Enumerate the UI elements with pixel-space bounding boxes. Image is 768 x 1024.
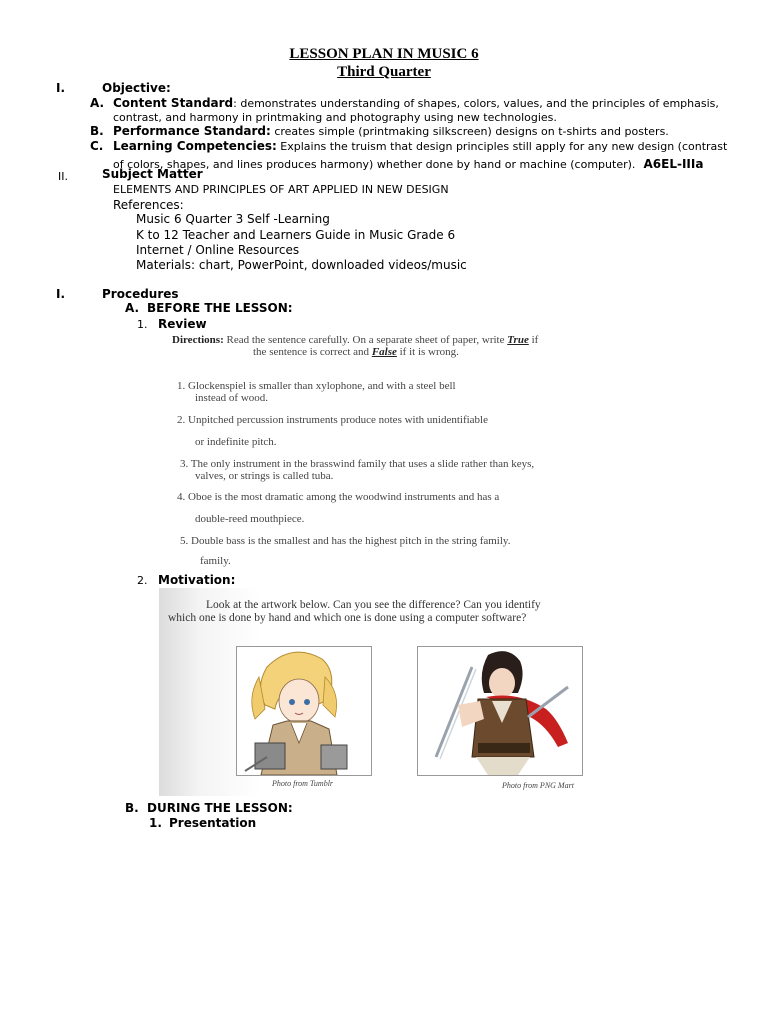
learning-competencies-cont: of colors, shapes, and lines produces harmony) whether done by hand or machine (computer). A6EL-IIIa bbox=[113, 157, 704, 171]
section-numeral: I. bbox=[56, 287, 66, 301]
subject-topic: ELEMENTS AND PRINCIPLES OF ART APPLIED IN NEW DESIGN bbox=[113, 183, 449, 196]
reference-item: Internet / Online Resources bbox=[136, 243, 300, 257]
reference-item: K to 12 Teacher and Learners Guide in Music Grade 6 bbox=[136, 228, 456, 242]
review-heading: Review bbox=[158, 317, 207, 331]
step-number: 1. bbox=[149, 816, 162, 830]
content-standard-cont: contrast, and harmony in printmaking and photography using new technologies. bbox=[113, 111, 557, 124]
review-item-cont: or indefinite pitch. bbox=[195, 436, 277, 448]
learning-competencies: Learning Competencies: Explains the truism that design principles still apply for any new design (contrast bbox=[113, 139, 728, 153]
before-lesson-heading: BEFORE THE LESSON: bbox=[147, 301, 293, 315]
page-subtitle: Third Quarter bbox=[337, 64, 431, 80]
directions-line-1: Directions: Read the sentence carefully. On a separate sheet of paper, write True if bbox=[172, 334, 539, 346]
section-numeral: I. bbox=[56, 81, 66, 95]
anime-girl-blonde-icon bbox=[237, 647, 371, 775]
review-item-cont: double-reed mouthpiece. bbox=[195, 513, 305, 525]
artwork-hand-drawn bbox=[236, 646, 372, 776]
during-lesson-heading: DURING THE LESSON: bbox=[147, 801, 293, 815]
anime-girl-red-scarf-icon bbox=[418, 647, 582, 775]
step-number: 1. bbox=[137, 318, 148, 331]
review-item: 4. Oboe is the most dramatic among the woodwind instruments and has a bbox=[177, 491, 500, 503]
review-item: 1. Glockenspiel is smaller than xylophone, and with a steel bell bbox=[177, 380, 456, 392]
competency-code: A6EL-IIIa bbox=[643, 157, 704, 171]
artwork-computer-drawn bbox=[417, 646, 583, 776]
section-numeral: II. bbox=[58, 170, 68, 183]
subsection-letter: A. bbox=[125, 301, 140, 315]
subsection-letter: B. bbox=[125, 801, 139, 815]
step-number: 2. bbox=[137, 574, 148, 587]
procedures-heading: Procedures bbox=[102, 287, 179, 301]
objective-heading: Objective: bbox=[102, 81, 171, 95]
caption-left: Photo from Tumblr bbox=[272, 779, 334, 788]
motivation-heading: Motivation: bbox=[158, 573, 236, 587]
performance-standard: Performance Standard: creates simple (printmaking silkscreen) designs on t-shirts and posters. bbox=[113, 124, 669, 138]
item-letter: B. bbox=[90, 124, 104, 138]
review-item-cont: valves, or strings is called tuba. bbox=[195, 470, 334, 482]
item-letter: A. bbox=[90, 96, 105, 110]
references-label: References: bbox=[113, 198, 184, 212]
review-item-cont: instead of wood. bbox=[195, 392, 269, 404]
review-item: 2. Unpitched percussion instruments produce notes with unidentifiable bbox=[177, 414, 488, 426]
page-title: LESSON PLAN IN MUSIC 6 bbox=[289, 46, 479, 62]
review-item: 3. The only instrument in the brasswind family that uses a slide rather than keys, bbox=[180, 458, 535, 470]
review-item-cont: family. bbox=[200, 555, 231, 567]
reference-item: Music 6 Quarter 3 Self -Learning bbox=[136, 212, 330, 226]
caption-right: Photo from PNG Mart bbox=[502, 781, 574, 790]
motivation-prompt: which one is done by hand and which one is done using a computer software? bbox=[168, 612, 527, 624]
subject-matter-heading: Subject Matter bbox=[102, 167, 203, 181]
item-letter: C. bbox=[90, 139, 104, 153]
reference-item: Materials: chart, PowerPoint, downloaded videos/music bbox=[136, 258, 467, 272]
presentation-heading: Presentation bbox=[169, 816, 257, 830]
review-item: 5. Double bass is the smallest and has the highest pitch in the string family. bbox=[180, 535, 511, 547]
content-standard: Content Standard: demonstrates understanding of shapes, colors, values, and the principles of emphasis, bbox=[113, 96, 719, 110]
directions-line-2: the sentence is correct and False if it is wrong. bbox=[253, 346, 459, 358]
motivation-prompt: Look at the artwork below. Can you see the difference? Can you identify bbox=[206, 599, 541, 611]
